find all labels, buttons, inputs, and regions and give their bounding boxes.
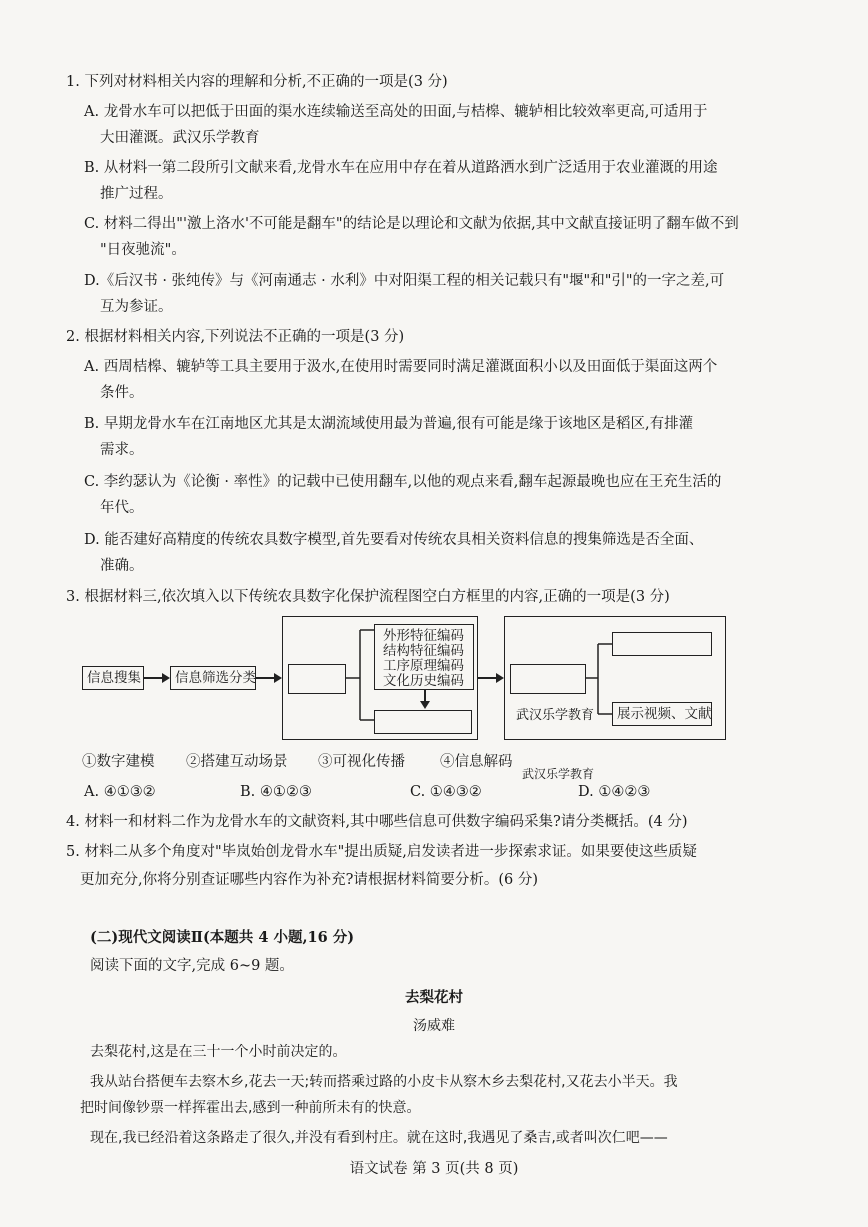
watermark-flow: 武汉乐学教育 — [516, 708, 595, 723]
blank-box-3 — [510, 664, 586, 694]
q3-item-3: ③可视化传播 — [318, 754, 405, 770]
blank-box-4 — [612, 632, 712, 656]
story-paragraph-1: 去梨花村,这是在三十一个小时前决定的。 — [90, 1044, 347, 1060]
q3-stem: 3. 根据材料三,依次填入以下传统农具数字化保护流程图空白方框里的内容,正确的一项是(3 分) — [66, 589, 670, 605]
blank-box-2 — [374, 710, 472, 734]
display-box — [612, 702, 712, 726]
story-author: 汤威难 — [413, 1018, 455, 1034]
q1-option-c-cont: "日夜驰流"。 — [100, 242, 186, 258]
q2-option-d-cont: 准确。 — [100, 558, 144, 574]
watermark-choices: 武汉乐学教育 — [522, 767, 595, 781]
q2-stem: 2. 根据材料相关内容,下列说法不正确的一项是(3 分) — [66, 329, 405, 345]
q5-stem: 5. 材料二从多个角度对"毕岚始创龙骨水车"提出质疑,启发读者进一步探索求证。如果要使这些质疑 — [66, 844, 697, 860]
q1-option-c: C. 材料二得出"'激上洛水'不可能是翻车"的结论是以理论和文献为依据,其中文献直接证明了翻车做不到 — [84, 216, 739, 232]
q1-option-a-cont: 大田灌溉。武汉乐学教育 — [100, 130, 260, 146]
q1-option-d-cont: 互为参证。 — [100, 299, 173, 315]
q2-option-b-cont: 需求。 — [100, 442, 144, 458]
story-paragraph-2-cont: 把时间像钞票一样挥霍出去,感到一种前所未有的快意。 — [80, 1100, 421, 1116]
code-2: 结构特征编码 — [383, 643, 464, 659]
code-4: 文化历史编码 — [383, 673, 464, 689]
q4-stem: 4. 材料一和材料二作为龙骨水车的文献资料,其中哪些信息可供数字编码采集?请分类概括。(4 分) — [66, 814, 688, 830]
q1-stem: 1. 下列对材料相关内容的理解和分析,不正确的一项是(3 分) — [66, 74, 448, 90]
section2-instruction: 阅读下面的文字,完成 6~9 题。 — [90, 958, 294, 974]
blank-box-1 — [288, 664, 346, 694]
page-footer: 语文试卷 第 3 页(共 8 页) — [349, 1161, 519, 1177]
q1-option-b-cont: 推广过程。 — [100, 186, 173, 202]
story-paragraph-3: 现在,我已经沿着这条路走了很久,并没有看到村庄。就在这时,我遇见了桑吉,或者叫次仁吧—— — [90, 1130, 668, 1146]
q3-choice-d: D. ①④②③ — [578, 784, 651, 800]
code-3: 工序原理编码 — [383, 658, 464, 674]
code-list-box — [374, 624, 474, 690]
q3-item-4: ④信息解码 — [440, 754, 513, 770]
section2-title: (二)现代文阅读Ⅱ(本题共 4 小题,16 分) — [90, 929, 355, 946]
q3-item-1: ①数字建模 — [82, 754, 155, 770]
arrow-2 — [256, 670, 282, 686]
q2-option-a-cont: 条件。 — [100, 385, 144, 401]
flow-step-collect-label: 信息搜集 — [87, 670, 141, 686]
q1-option-d: D.《后汉书 · 张纯传》与《河南通志 · 水利》中对阳渠工程的相关记载只有"堰"和"引"的一字之差,可 — [84, 273, 725, 289]
story-paragraph-2: 我从站台搭便车去察木乡,花去一天;转而搭乘过路的小皮卡从察木乡去梨花村,又花去小半天。我 — [90, 1074, 678, 1090]
q2-option-a: A. 西周桔槔、辘轳等工具主要用于汲水,在使用时需要同时满足灌溉面积小以及田面低于渠面这两个 — [84, 359, 718, 375]
q2-option-c: C. 李约瑟认为《论衡 · 率性》的记载中已使用翻车,以他的观点来看,翻车起源最晚也应在王充生活的 — [84, 474, 722, 490]
bracket-lines — [346, 620, 376, 730]
flow-step-filter-label: 信息筛选分类 — [175, 670, 256, 686]
q3-choice-b: B. ④①②③ — [240, 784, 312, 800]
q2-option-d: D. 能否建好高精度的传统农具数字模型,首先要看对传统农具相关资料信息的搜集筛选是否全面、 — [84, 532, 704, 548]
q2-option-c-cont: 年代。 — [100, 500, 144, 516]
flow-step-collect — [82, 666, 144, 690]
q2-option-b: B. 早期龙骨水车在江南地区尤其是太湖流域使用最为普遍,很有可能是缘于该地区是稻区,有排灌 — [84, 416, 694, 432]
q1-option-b: B. 从材料一第二段所引文献来看,龙骨水车在应用中存在着从道路洒水到广泛适用于农业灌溉的用途 — [84, 160, 718, 176]
arrow-down — [418, 690, 432, 710]
q5-stem-cont: 更加充分,你将分别查证哪些内容作为补充?请根据材料简要分析。(6 分) — [80, 872, 539, 888]
q3-item-2: ②搭建互动场景 — [186, 754, 288, 770]
q3-choice-a: A. ④①③② — [84, 784, 156, 800]
q3-choice-c: C. ①④③② — [410, 784, 482, 800]
arrow-1 — [144, 670, 170, 686]
flow-step-filter — [170, 666, 256, 690]
arrow-3 — [478, 670, 504, 686]
story-title: 去梨花村 — [405, 989, 463, 1006]
display-box-label: 展示视频、文献 — [617, 706, 712, 722]
code-1: 外形特征编码 — [383, 628, 464, 644]
q1-option-a: A. 龙骨水车可以把低于田面的渠水连续输送至高处的田面,与桔槔、辘轳相比较效率更高,可适用于 — [84, 104, 708, 120]
